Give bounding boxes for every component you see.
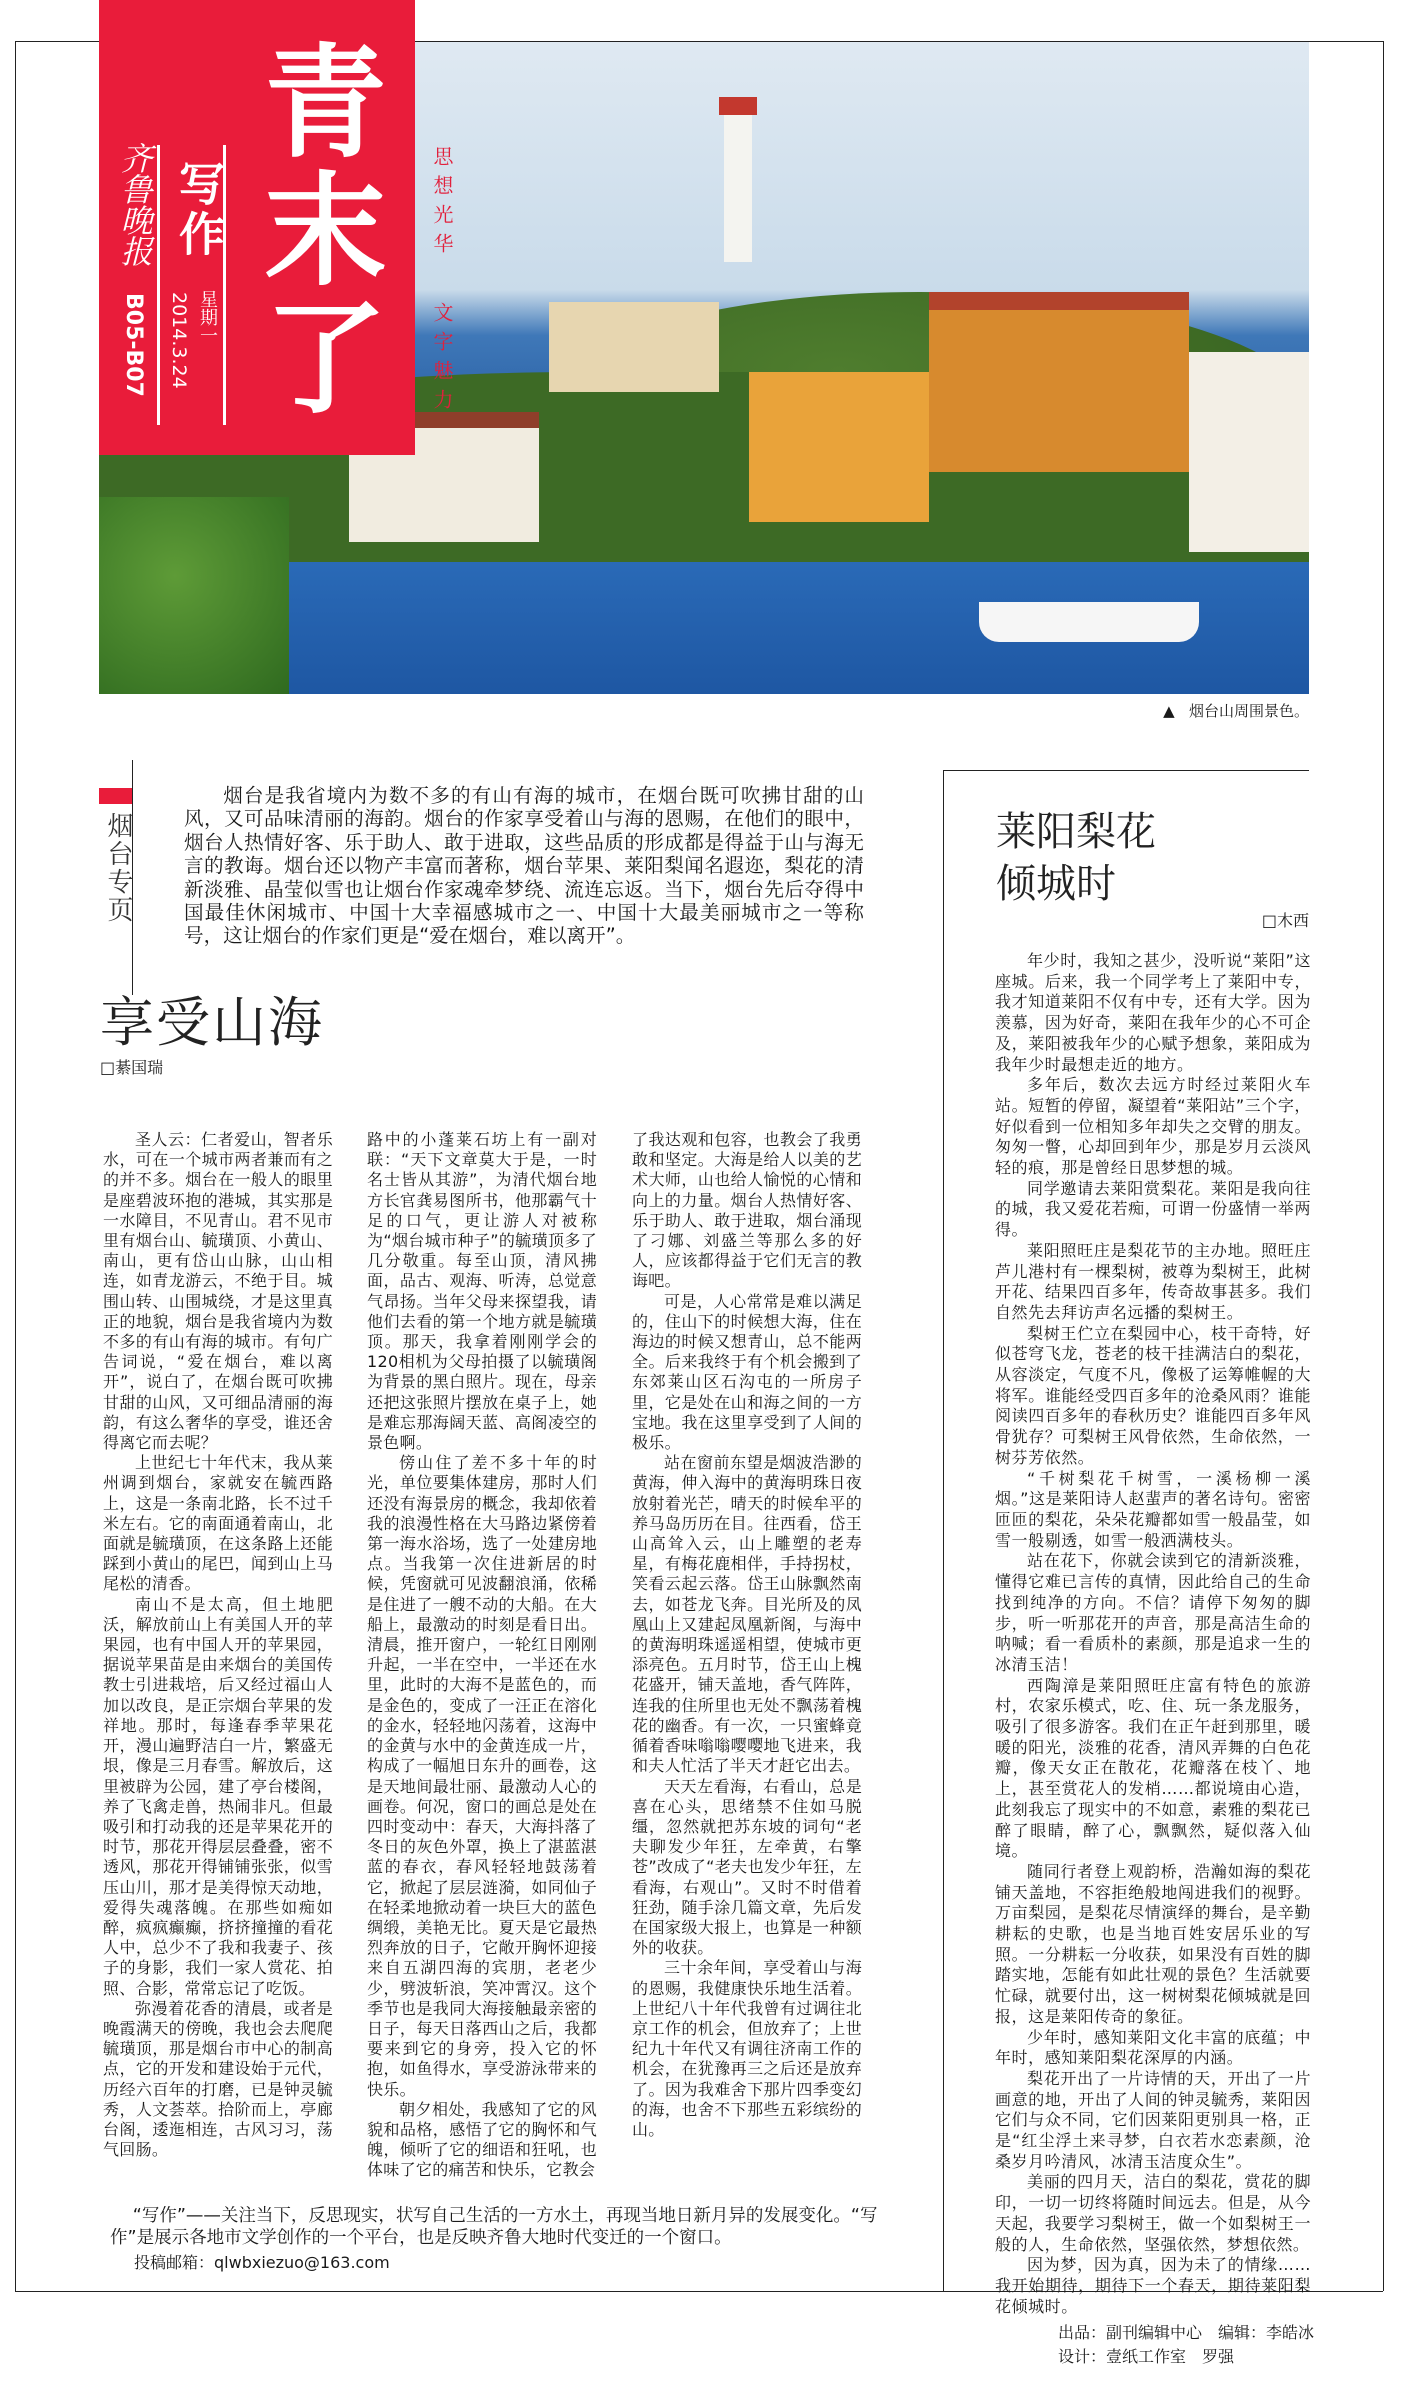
newspaper-logo: 齐鲁晚报	[115, 142, 154, 266]
article2-byline: □木西	[1261, 911, 1309, 930]
paragraph: 弥漫着花香的清晨，或者是晚霞满天的傍晚，我也会去爬爬毓璜顶，那是烟台市中心的制高点，它的开发和建设始于元代，历经六百年的打磨，已是钟灵毓秀，人文荟萃。拾阶而上，亭廊台阁，逶迤相连，古风习习，荡气回肠。	[103, 1998, 333, 2160]
article-byline: □綦国瑞	[100, 1058, 164, 1077]
paragraph: 同学邀请去莱阳赏梨花。莱阳是我向往的城，我又爱花若痴，可谓一份盛情一举两得。	[995, 1178, 1311, 1240]
article2-body	[995, 951, 1311, 2317]
paragraph: 可是，人心常常是难以满足的，住山下的时候想大海，住在海边的时候又想青山，总不能两全。后来我终于有个机会搬到了东郊莱山区石沟屯的一所房子里，它是处在山和海之间的一方宝地。我在这里享受到了人间的极乐。	[632, 1291, 862, 1453]
paragraph: 因为梦，因为真，因为未了的情缘……我开始期待，期待下一个春天，期待莱阳梨花倾城时。	[995, 2255, 1311, 2316]
paragraph: 南山不是太高，但土地肥沃，解放前山上有美国人开的苹果园，也有中国人开的苹果园，据说苹果苗是由来烟台的美国传教士引进栽培，后又经过福山人加以改良，是正宗烟台苹果的发祥地。那时，每逢春季苹果花开，漫山遍野洁白一片，繁盛无垠，像是三月春雪。解放后，这里被辟为公园，建了亭台楼阁，养了飞禽走兽，热闹非凡。但最吸引和打动我的还是苹果花开的时节，那花开得层层叠叠，密不透风，那花开得铺铺张张，似雪压山川，那才是美得惊天动地，爱得失魂落魄。在那些如痴如醉，疯疯癫癫，挤挤撞撞的看花人中，总少不了我和我妻子、孩子的身影，我们一家人赏花、拍照、合影，常常忘记了吃饭。	[103, 1594, 333, 1998]
tagline-1: 思想光华	[430, 146, 454, 262]
tagline-2: 文字魅力	[430, 302, 454, 418]
credits-design: 设计：壹纸工作室 罗强	[1058, 2347, 1235, 2366]
paragraph: 圣人云：仁者爱山，智者乐水，可在一个城市两者兼而有之的并不多。烟台在一般人的眼里是座碧波环抱的港城，其实那是一水障目，不见青山。君不见市里有烟台山、毓璜顶、小黄山、南山，更有岱山山脉，山山相连，如青龙游云，不绝于目。城围山转、山围城绕，才是这里真正的地貌，烟台是我省境内为数不多的有山有海的城市。有句广告词说，“爱在烟台，难以离开”，说白了，在烟台既可吹拂甘甜的山风，又可细品清丽的海韵，有这么奢华的享受，谁还舍得离它而去呢？	[103, 1130, 333, 1453]
section-name: 写作	[172, 160, 226, 260]
paragraph: 年少时，我知之甚少，没听说“莱阳”这座城。后来，我一个同学考上了莱阳中专，我才知道莱阳不仅有中专，还有大学。因为羡慕，因为好奇，莱阳在我年少的心不可企及，莱阳被我年少的心赋予想象，莱阳成为我年少时最想走近的地方。	[995, 951, 1311, 1074]
submission-email[interactable]: 投稿邮箱：qlwbxiezuo@163.com	[134, 2253, 390, 2272]
issue-date: 2014.3.24	[168, 292, 190, 389]
paragraph: 站在窗前东望是烟波浩渺的黄海，伸入海中的黄海明珠日夜放射着光芒，晴天的时候牟平的养马岛历历在目。往西看，岱王山高耸入云，山上雕塑的老寿星，有梅花鹿相伴，手持拐杖，笑看云起云落。岱王山脉飘然南去，如苍龙飞奔。目光所及的凤凰山上又建起凤凰新阁，与海中的黄海明珠遥遥相望，使城市更添亮色。五月时节，岱王山上槐花盛开，铺天盖地，香气阵阵，连我的住所里也无处不飘荡着槐花的幽香。有一次，一只蜜蜂竟循着香味嗡嗡嘤嘤地飞进来，我和夫人忙活了半天才赶它出去。	[632, 1453, 862, 1776]
tagline	[428, 146, 457, 418]
paragraph: 路中的小蓬莱石坊上有一副对联：“天下文章莫大于是，一时名士皆从其游”，为清代烟台地方长官龚易图所书，他那霸气十足的口气，更让游人对被称为“烟台城市种子”的毓璜顶多了几分敬重。每至山顶，清风拂面，品古、观海、听涛，总觉意气昂扬。当年父母来探望我，请他们去看的第一个地方就是毓璜顶。那天，我拿着刚刚学会的120相机为父母拍摄了以毓璜阁为背景的黑白照片。现在，母亲还把这张照片摆放在桌子上，她是难忘那海阔天蓝、高阁凌空的景色啊。	[367, 1130, 597, 1453]
section-marker	[99, 788, 132, 804]
article-column-1	[103, 1130, 333, 2160]
box-left-rule	[943, 770, 944, 2291]
paragraph: 莱阳照旺庄是梨花节的主办地。照旺庄芦儿港村有一棵梨树，被尊为梨树王，此树开花、结果四百多年，传奇故事甚多。我们自然先去拜访声名远播的梨树王。	[995, 1240, 1311, 1322]
paragraph: 梨树王伫立在梨园中心，枝干奇特，好似苍穹飞龙，苍老的枝干挂满洁白的梨花，从容淡定，气度不凡，像极了运筹帷幄的大将军。谁能经受四百多年的沧桑风雨？谁能阅读四百多年的春秋历史？谁能四百多年风骨犹存？可梨树王风骨依然，生命依然，一树芬芳依然。	[995, 1323, 1311, 1467]
title-line-1: 莱阳梨花	[996, 809, 1156, 855]
paragraph: 了我达观和包容，也教会了我勇敢和坚定。大海是给人以美的艺术大师，山也给人愉悦的心情和向上的力量。烟台人热情好客、乐于助人、敢于进取，烟台涌现了刁娜、刘盛兰等那么多的好人，应该都得益于它们无言的教诲吧。	[632, 1130, 862, 1291]
article-title: 享受山海	[100, 991, 324, 1054]
paragraph: 天天左看海，右看山，总是喜在心头，思绪禁不住如马脱缰，忽然就把苏东坡的词句“老夫聊发少年狂，左牵黄，右擎苍”改成了“老夫也发少年狂，左看海，右观山”。又时不时借着狂劲，随手涂几篇文章，先后发在国家级大报上，也算是一种额外的收获。	[632, 1776, 862, 1958]
photo-caption	[1163, 700, 1309, 721]
paragraph: 三十余年间，享受着山与海的恩赐，我健康快乐地生活着。上世纪八十年代我曾有过调往北京工作的机会，但放弃了；上世纪九十年代又有调往济南工作的机会，在犹豫再三之后还是放弃了。因为我难舍下那片四季变幻的海，也舍不下那些五彩缤纷的山。	[632, 1958, 862, 2139]
paragraph: 美丽的四月天，洁白的梨花，赏花的脚印，一切一切终将随时间远去。但是，从今天起，我要学习梨树王，做一个如梨树王一般的人，生命依然，坚强依然，梦想依然。	[995, 2172, 1311, 2254]
paragraph: 傍山住了差不多十年的时光，单位要集体建房，那时人们还没有海景房的概念，我却依着我的浪漫性格在大马路边紧傍着第一海水浴场，选了一处建房地点。当我第一次住进新居的时候，凭窗就可见波翻浪涌，依稀是住进了一艘不动的大船。在大船上，最激动的时刻是看日出。清晨，推开窗户，一轮红日刚刚升起，一半在空中，一半还在水里，此时的大海不是蓝色的，而是金色的，变成了一汪正在溶化的金水，轻轻地闪荡着，这海中的金黄与水中的金黄连成一片，构成了一幅旭日东升的画卷，这是天地间最壮丽、最激动人心的画卷。何况，窗口的画总是处在四时变动中：春天，大海抖落了冬日的灰色外罩，换上了湛蓝湛蓝的春衣，春风轻轻地鼓荡着它，掀起了层层涟漪，如同仙子在轻柔地掀动着一块巨大的蓝色绸缎，美艳无比。夏天是它最热烈奔放的日子，它敞开胸怀迎接来自五湖四海的宾朋，老老少少，劈波斩浪，笑冲霄汉。这个季节也是我同大海接触最亲密的日子，每天日落西山之后，我都要来到它的身旁，投入它的怀抱，如鱼得水，享受游泳带来的快乐。	[367, 1453, 597, 2099]
title-line-2: 倾城时	[996, 861, 1116, 907]
paragraph: 梨花开出了一片诗情的天，开出了一片画意的地，开出了人间的钟灵毓秀，莱阳因它们与众不同，它们因莱阳更别具一格，正是“红尘浮土来寻梦，白衣若水恋素颜，沧桑岁月吟清风，冰清玉洁度众生”。	[995, 2068, 1311, 2171]
frame-left	[15, 41, 16, 2291]
article-column-3	[632, 1130, 862, 2140]
weekday: 星期一	[197, 290, 218, 344]
paragraph: 多年后，数次去远方时经过莱阳火车站。短暂的停留，凝望着“莱阳站”三个字，好似看到一位相知多年却失之交臂的朋友。匆匆一瞥，心却回到年少，那是岁月云淡风轻的痕，那是曾经日思梦想的城。	[995, 1075, 1311, 1178]
column-blurb: “写作”——关注当下，反思现实，状写自己生活的一方水土，再现当地日新月异的发展变化。“写作”是展示各地市文学创作的一个平台，也是反映齐鲁大地时代变迁的一个窗口。	[110, 2206, 878, 2248]
paragraph: “千树梨花千树雪，一溪杨柳一溪烟。”这是莱阳诗人赵蜚声的著名诗句。密密匝匝的梨花，朵朵花瓣都如雪一般晶莹，如雪一般剔透，如雪一般洒满枝头。	[995, 1468, 1311, 1550]
column-title: 青末了	[244, 38, 386, 422]
special-label: 烟台专页	[103, 812, 133, 924]
paragraph: 少年时，感知莱阳文化丰富的底蕴；中年时，感知莱阳梨花深厚的内涵。	[995, 2027, 1311, 2068]
special-intro: 烟台是我省境内为数不多的有山有海的城市，在烟台既可吹拂甘甜的山风，又可品味清丽的海韵。烟台的作家享受着山与海的恩赐，在他们的眼中，烟台人热情好客、乐于助人、敢于进取，这些品质的形成都是得益于山与海无言的教诲。烟台还以物产丰富而著称，烟台苹果、莱阳梨闻名遐迩，梨花的清新淡雅、晶莹似雪也让烟台作家魂牵梦绕、流连忘返。当下，烟台先后夺得中国最佳休闲城市、中国十大幸福感城市之一、中国十大最美丽城市之一等称号，这让烟台的作家们更是“爱在烟台，难以离开”。	[184, 784, 864, 948]
paragraph: 上世纪七十年代末，我从莱州调到烟台，家就安在毓西路上，这是一条南北路，长不过千米左右。它的南面通着南山，北面就是毓璜顶，在这条路上还能踩到小黄山的尾巴，闻到山上马尾松的清香。	[103, 1453, 333, 1594]
triangle-icon: ▲	[1163, 702, 1175, 720]
page-range: B05-B07	[121, 293, 146, 397]
box-top-rule	[943, 770, 1309, 771]
paragraph: 站在花下，你就会读到它的清新淡雅，懂得它难已言传的真情，因此给自己的生命找到纯净的方向。不信？请停下匆匆的脚步，听一听那花开的声音，那是高洁生命的呐喊；看一看质朴的素颜，那是追求一生的冰清玉洁！	[995, 1551, 1311, 1674]
paragraph: 朝夕相处，我感知了它的风貌和品格，感悟了它的胸怀和气魄，倾听了它的细语和狂吼，也体味了它的痛苦和快乐，它教会	[367, 2099, 597, 2180]
paragraph: 随同行者登上观韵桥，浩瀚如海的梨花铺天盖地，不容拒绝般地闯进我们的视野。万亩梨园，是梨花尽情演绎的舞台，是辛勤耕耘的史歌，也是当地百姓安居乐业的写照。一分耕耘一分收获，如果没有百姓的脚踏实地，怎能有如此壮观的景色？生活就要忙碌，就要付出，这一树树梨花倾城就是回报，这是莱阳传奇的象征。	[995, 1861, 1311, 2026]
credits-production: 出品：副刊编辑中心 编辑：李皓冰	[1058, 2323, 1315, 2342]
frame-right	[1383, 41, 1384, 2291]
caption-text: 烟台山周围景色。	[1188, 702, 1309, 720]
paragraph: 西陶漳是莱阳照旺庄富有特色的旅游村，农家乐模式，吃、住、玩一条龙服务，吸引了很多游客。我们在正午赶到那里，暖暖的阳光，淡雅的花香，清风弄舞的白色花瓣，像天女正在散花，花瓣落在枝丫、地上，甚至赏花人的发梢……都说境由心造，此刻我忘了现实中的不如意，素雅的梨花已醉了眼睛，醉了心，飘飘然，疑似落入仙境。	[995, 1675, 1311, 1861]
article-column-2	[367, 1130, 597, 2181]
article2-title	[996, 806, 1156, 910]
divider	[157, 145, 160, 425]
